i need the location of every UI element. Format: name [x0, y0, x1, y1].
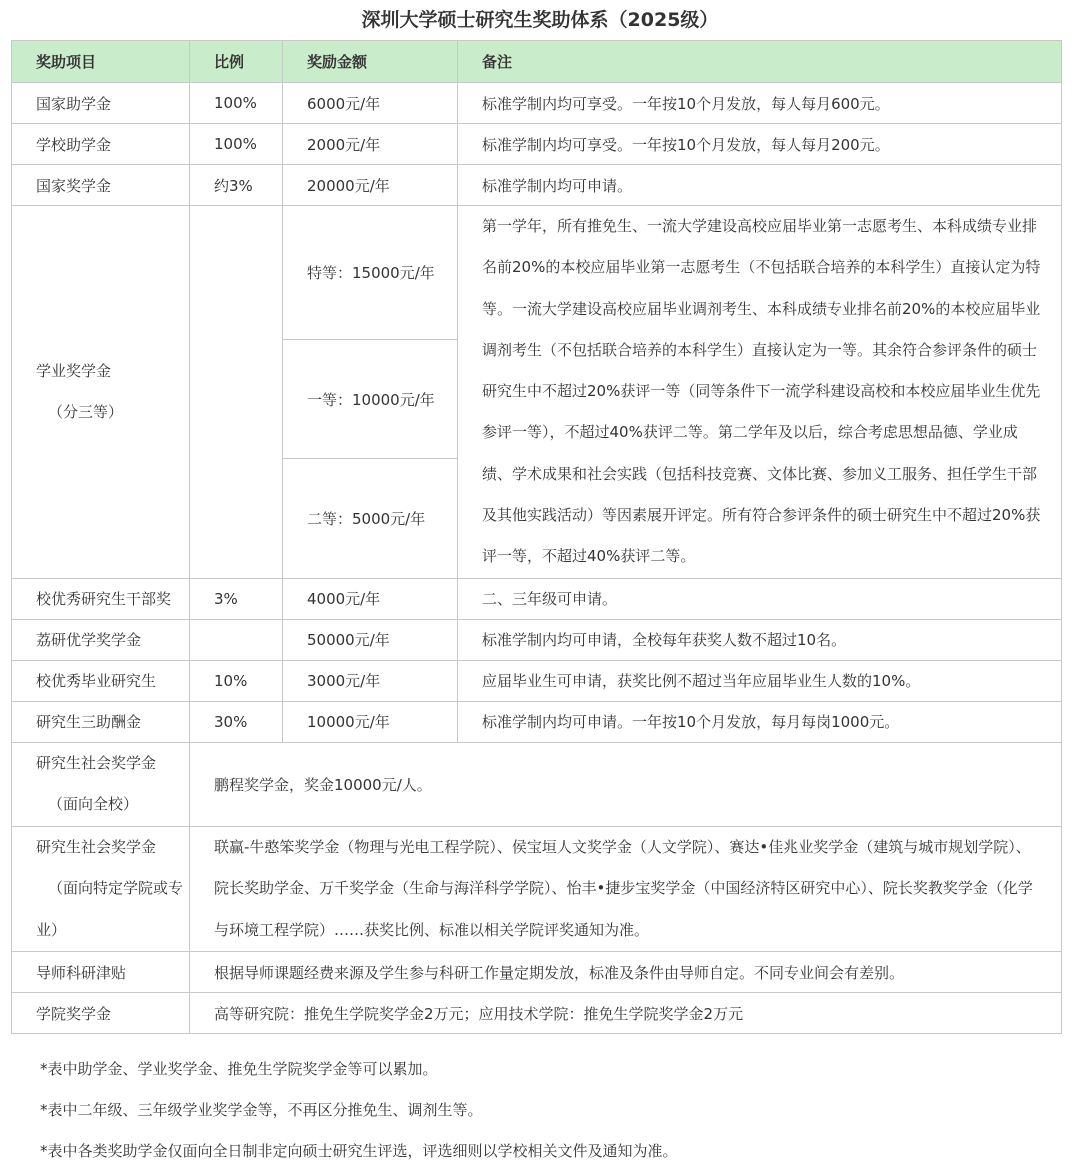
- footnote-1: *表中助学金、学业奖学金、推免生学院奖学金等可以累加。: [40, 1060, 438, 1078]
- social-specific-item-cell: [12, 826, 190, 952]
- cell-item: 国家奖学金: [12, 165, 190, 206]
- academic-level-special: 特等：15000元/年: [283, 206, 458, 340]
- cell-item: 国家助学金: [12, 83, 190, 124]
- academic-item-title: 学业奖学金: [36, 361, 112, 380]
- academic-note: 第一学年，所有推免生、一流大学建设高校应届毕业第一志愿考生、本科成绩专业排名前20%的本校应届毕业第一志愿考生（不包括联合培养的本科学生）直接认定为特等。一流大学建设高校应届毕业调剂考生、本科成绩专业排名前20%的本校应届毕业调剂考生（不包括联合培养的本科学生）直接认定为一等。其余符合参评条件的硕士研究生中不超过20%获评一等（同等条件下一流学科建设高校和本校应届毕业生优先参评一等），不超过40%获评二等。第二学年及以后，综合考虑思想品德、学业成绩、学术成果和社会实践（包括科技竞赛、文体比赛、参加义工服务、担任学生干部及其他实践活动）等因素展开评定。所有符合参评条件的硕士研究生中不超过20%获评一等，不超过40%获评二等。: [458, 206, 1062, 579]
- table-row-advisor: [12, 952, 1062, 993]
- table-row: [12, 701, 1062, 742]
- social-all-item-title: 研究生社会奖学金: [36, 753, 157, 772]
- footnote-2: *表中二年级、三年级学业奖学金等，不再区分推免生、调剂生等。: [40, 1101, 483, 1119]
- header-amount: 奖励金额: [283, 41, 458, 83]
- cell-ratio: 100%: [190, 124, 283, 165]
- cell-ratio: [190, 619, 283, 660]
- header-item: 奖助项目: [12, 41, 190, 83]
- cell-ratio: 10%: [190, 660, 283, 701]
- table-row-college: [12, 993, 1062, 1034]
- academic-item-cell: [12, 206, 190, 579]
- academic-level-first: 一等：10000元/年: [283, 340, 458, 459]
- social-specific-item-subtitle: （面向特定学院或专: [48, 879, 184, 898]
- cell-ratio: 30%: [190, 701, 283, 742]
- cell-item: 荔研优学奖学金: [12, 619, 190, 660]
- cell-note: 标准学制内均可享受。一年按10个月发放，每人每月200元。: [458, 124, 1062, 165]
- social-specific-item-subtitle-cont: 业）: [36, 920, 67, 939]
- academic-ratio-cell: [190, 206, 283, 579]
- cell-item: 研究生三助酬金: [12, 701, 190, 742]
- table-row: [12, 124, 1062, 165]
- table-row: [12, 165, 1062, 206]
- table-row: [12, 83, 1062, 124]
- page-title: 深圳大学硕士研究生奖助体系（2025级）: [361, 9, 719, 31]
- social-all-content: 鹏程奖学金，奖金10000元/人。: [190, 742, 1062, 826]
- college-content: 高等研究院：推免生学院奖学金2万元；应用技术学院：推免生学院奖学金2万元: [190, 993, 1062, 1034]
- social-all-item-subtitle: （面向全校）: [48, 795, 139, 814]
- advisor-item: 导师科研津贴: [12, 952, 190, 993]
- cell-note: 标准学制内均可享受。一年按10个月发放，每人每月600元。: [458, 83, 1062, 124]
- cell-note: 应届毕业生可申请，获奖比例不超过当年应届毕业生人数的10%。: [458, 660, 1062, 701]
- footnotes: [40, 1049, 678, 1172]
- scholarship-table: [11, 40, 1062, 1034]
- cell-amount: 10000元/年: [283, 701, 458, 742]
- cell-item: 校优秀毕业研究生: [12, 660, 190, 701]
- table-row-academic: [12, 206, 1062, 340]
- social-specific-content: 联赢-牛憨笨奖学金（物理与光电工程学院）、侯宝垣人文奖学金（人文学院）、赛达•佳兆业奖学金（建筑与城市规划学院）、院长奖助学金、万千奖学金（生命与海洋科学学院）、怡丰•捷步宝奖学金（中国经济特区研究中心）、院长奖教奖学金（化学与环境工程学院）……获奖比例、标准以相关学院评奖通知为准。: [190, 826, 1062, 952]
- table-row: [12, 660, 1062, 701]
- college-item: 学院奖学金: [12, 993, 190, 1034]
- cell-ratio: 约3%: [190, 165, 283, 206]
- cell-ratio: 100%: [190, 83, 283, 124]
- cell-note: 标准学制内均可申请，全校每年获奖人数不超过10名。: [458, 619, 1062, 660]
- social-specific-item-title: 研究生社会奖学金: [36, 837, 157, 856]
- academic-level-second: 二等：5000元/年: [283, 458, 458, 578]
- cell-note: 二、三年级可申请。: [458, 578, 1062, 619]
- footnote-3: *表中各类奖助学金仅面向全日制非定向硕士研究生评选，评选细则以学校相关文件及通知为准。: [40, 1142, 678, 1160]
- cell-ratio: 3%: [190, 578, 283, 619]
- table-row: [12, 619, 1062, 660]
- cell-note: 标准学制内均可申请。: [458, 165, 1062, 206]
- cell-amount: 20000元/年: [283, 165, 458, 206]
- cell-amount: 6000元/年: [283, 83, 458, 124]
- cell-amount: 50000元/年: [283, 619, 458, 660]
- cell-item: 学校助学金: [12, 124, 190, 165]
- cell-amount: 2000元/年: [283, 124, 458, 165]
- header-note: 备注: [458, 41, 1062, 83]
- table-row-social-specific: [12, 826, 1062, 952]
- cell-item: 校优秀研究生干部奖: [12, 578, 190, 619]
- table-row: [12, 578, 1062, 619]
- table-row-social-all: [12, 742, 1062, 826]
- table-header-row: [12, 41, 1062, 83]
- academic-item-subtitle: （分三等）: [48, 402, 124, 421]
- advisor-content: 根据导师课题经费来源及学生参与科研工作量定期发放，标准及条件由导师自定。不同专业间会有差别。: [190, 952, 1062, 993]
- cell-amount: 4000元/年: [283, 578, 458, 619]
- header-ratio: 比例: [190, 41, 283, 83]
- cell-amount: 3000元/年: [283, 660, 458, 701]
- social-all-item-cell: [12, 742, 190, 826]
- cell-note: 标准学制内均可申请。一年按10个月发放，每月每岗1000元。: [458, 701, 1062, 742]
